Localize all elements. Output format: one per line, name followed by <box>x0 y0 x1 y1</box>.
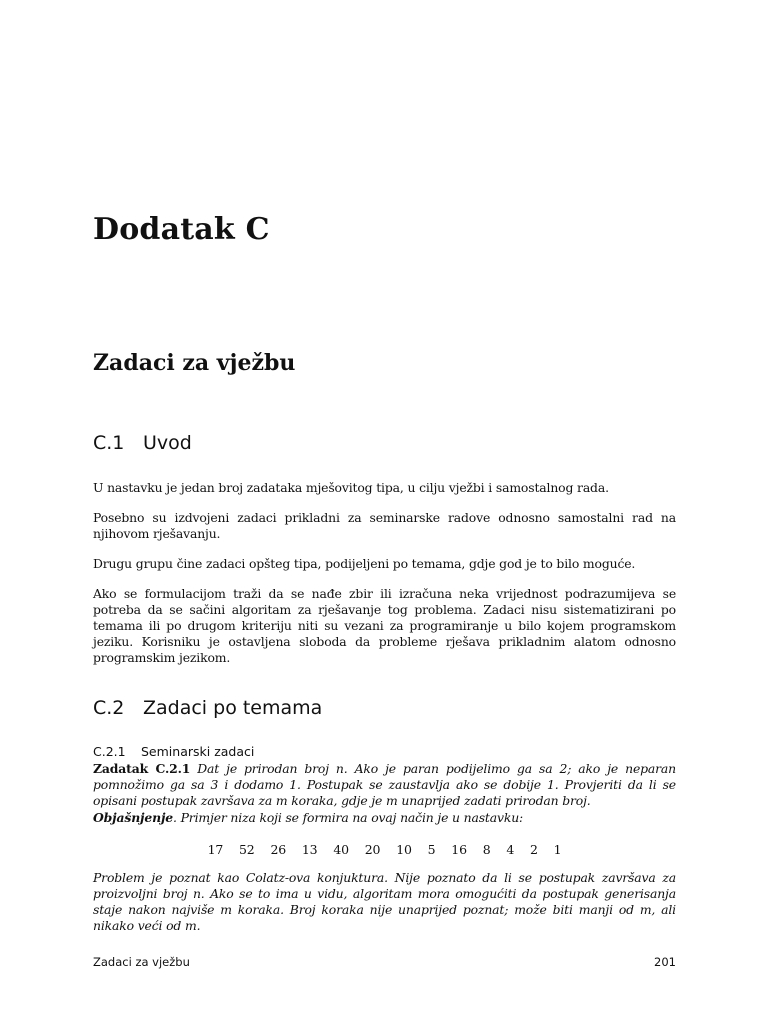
sequence-number: 10 <box>396 842 412 857</box>
sequence-number: 26 <box>270 842 287 857</box>
explanation-text: . Primjer niza koji se formira na ovaj način je u nastavku: <box>173 810 524 825</box>
page-number: 201 <box>654 955 676 969</box>
chapter-title: Dodatak C <box>93 212 270 247</box>
subsection-heading <box>93 744 676 759</box>
paragraph: Drugu grupu čine zadaci opšteg tipa, podijeljeni po temama, gdje god je to bilo moguće. <box>93 556 636 571</box>
sequence-number: 5 <box>427 842 436 857</box>
paragraph: Posebno su izdvojeni zadaci prikladni za seminarske radove odnosno samostalni rad na njihovom rješavanju. <box>93 510 676 541</box>
task-label: Zadatak C.2.1 <box>93 761 191 776</box>
sequence-number: 8 <box>482 842 491 857</box>
section-title: Uvod <box>143 432 192 454</box>
paragraph: Ako se formulacijom traži da se nađe zbir ili izračuna neka vrijednost podrazumijeva se potreba da se sačini algoritam za rješavanje tog problema. Zadaci nisu sistematizirani po temama ili po drugom kriteriju niti su vezani za programiranje u bilo kojem programskom jeziku. Korisniku je ostavljena sloboda da probleme rješava prikladnim alatom odnosno programskim jezikom. <box>93 586 676 665</box>
page-footer <box>93 955 676 969</box>
part-title: Zadaci za vježbu <box>93 350 296 376</box>
sequence-number: 17 <box>207 842 224 857</box>
explanation-label: Objašnjenje <box>93 810 174 825</box>
sequence-number: 40 <box>333 842 349 857</box>
subsection-number: C.2.1 <box>93 744 126 759</box>
sequence-number: 52 <box>239 842 255 857</box>
section-heading-c2 <box>93 697 676 719</box>
sequence-number: 4 <box>506 842 515 857</box>
explanation-paragraph <box>93 810 676 826</box>
sequence-number: 1 <box>553 842 562 857</box>
sequence-number: 13 <box>301 842 318 857</box>
sequence-number: 2 <box>529 842 538 857</box>
subsection-title: Seminarski zadaci <box>141 744 255 759</box>
section-title: Zadaci po temama <box>143 697 323 719</box>
closing-paragraph: Problem je poznat kao Colatz-ova konjuktura. Nije poznato da li se postupak završava za proizvoljni broj n. Ako se to ima u vidu, algoritam mora omogućiti da postupak generisanja staje nakon najviše m koraka. Broj koraka nije unaprijed poznat; može biti manji od m, ali nikako veći od m. <box>93 870 676 933</box>
sequence-number: 20 <box>364 842 381 857</box>
paragraph: U nastavku je jedan broj zadataka mješovitog tipa, u cilju vježbi i samostalnog rada. <box>93 480 609 495</box>
task-paragraph <box>93 761 676 809</box>
task-text: Dat je prirodan broj n. Ako je paran podijelimo ga sa 2; ako je neparan pomnožimo ga sa 3 i dodamo 1. Postupak se zaustavlja ako se dobije 1. Provjeriti da li se opisani postupak završava za m koraka, gdje je m unaprijed zadati prirodan broj. <box>93 761 676 808</box>
section-number: C.2 <box>93 697 125 719</box>
sequence-number: 16 <box>451 842 467 857</box>
section-heading-c1 <box>93 432 676 454</box>
running-footer-title: Zadaci za vježbu <box>93 955 190 969</box>
collatz-sequence <box>93 842 676 858</box>
section-number: C.1 <box>93 432 125 454</box>
